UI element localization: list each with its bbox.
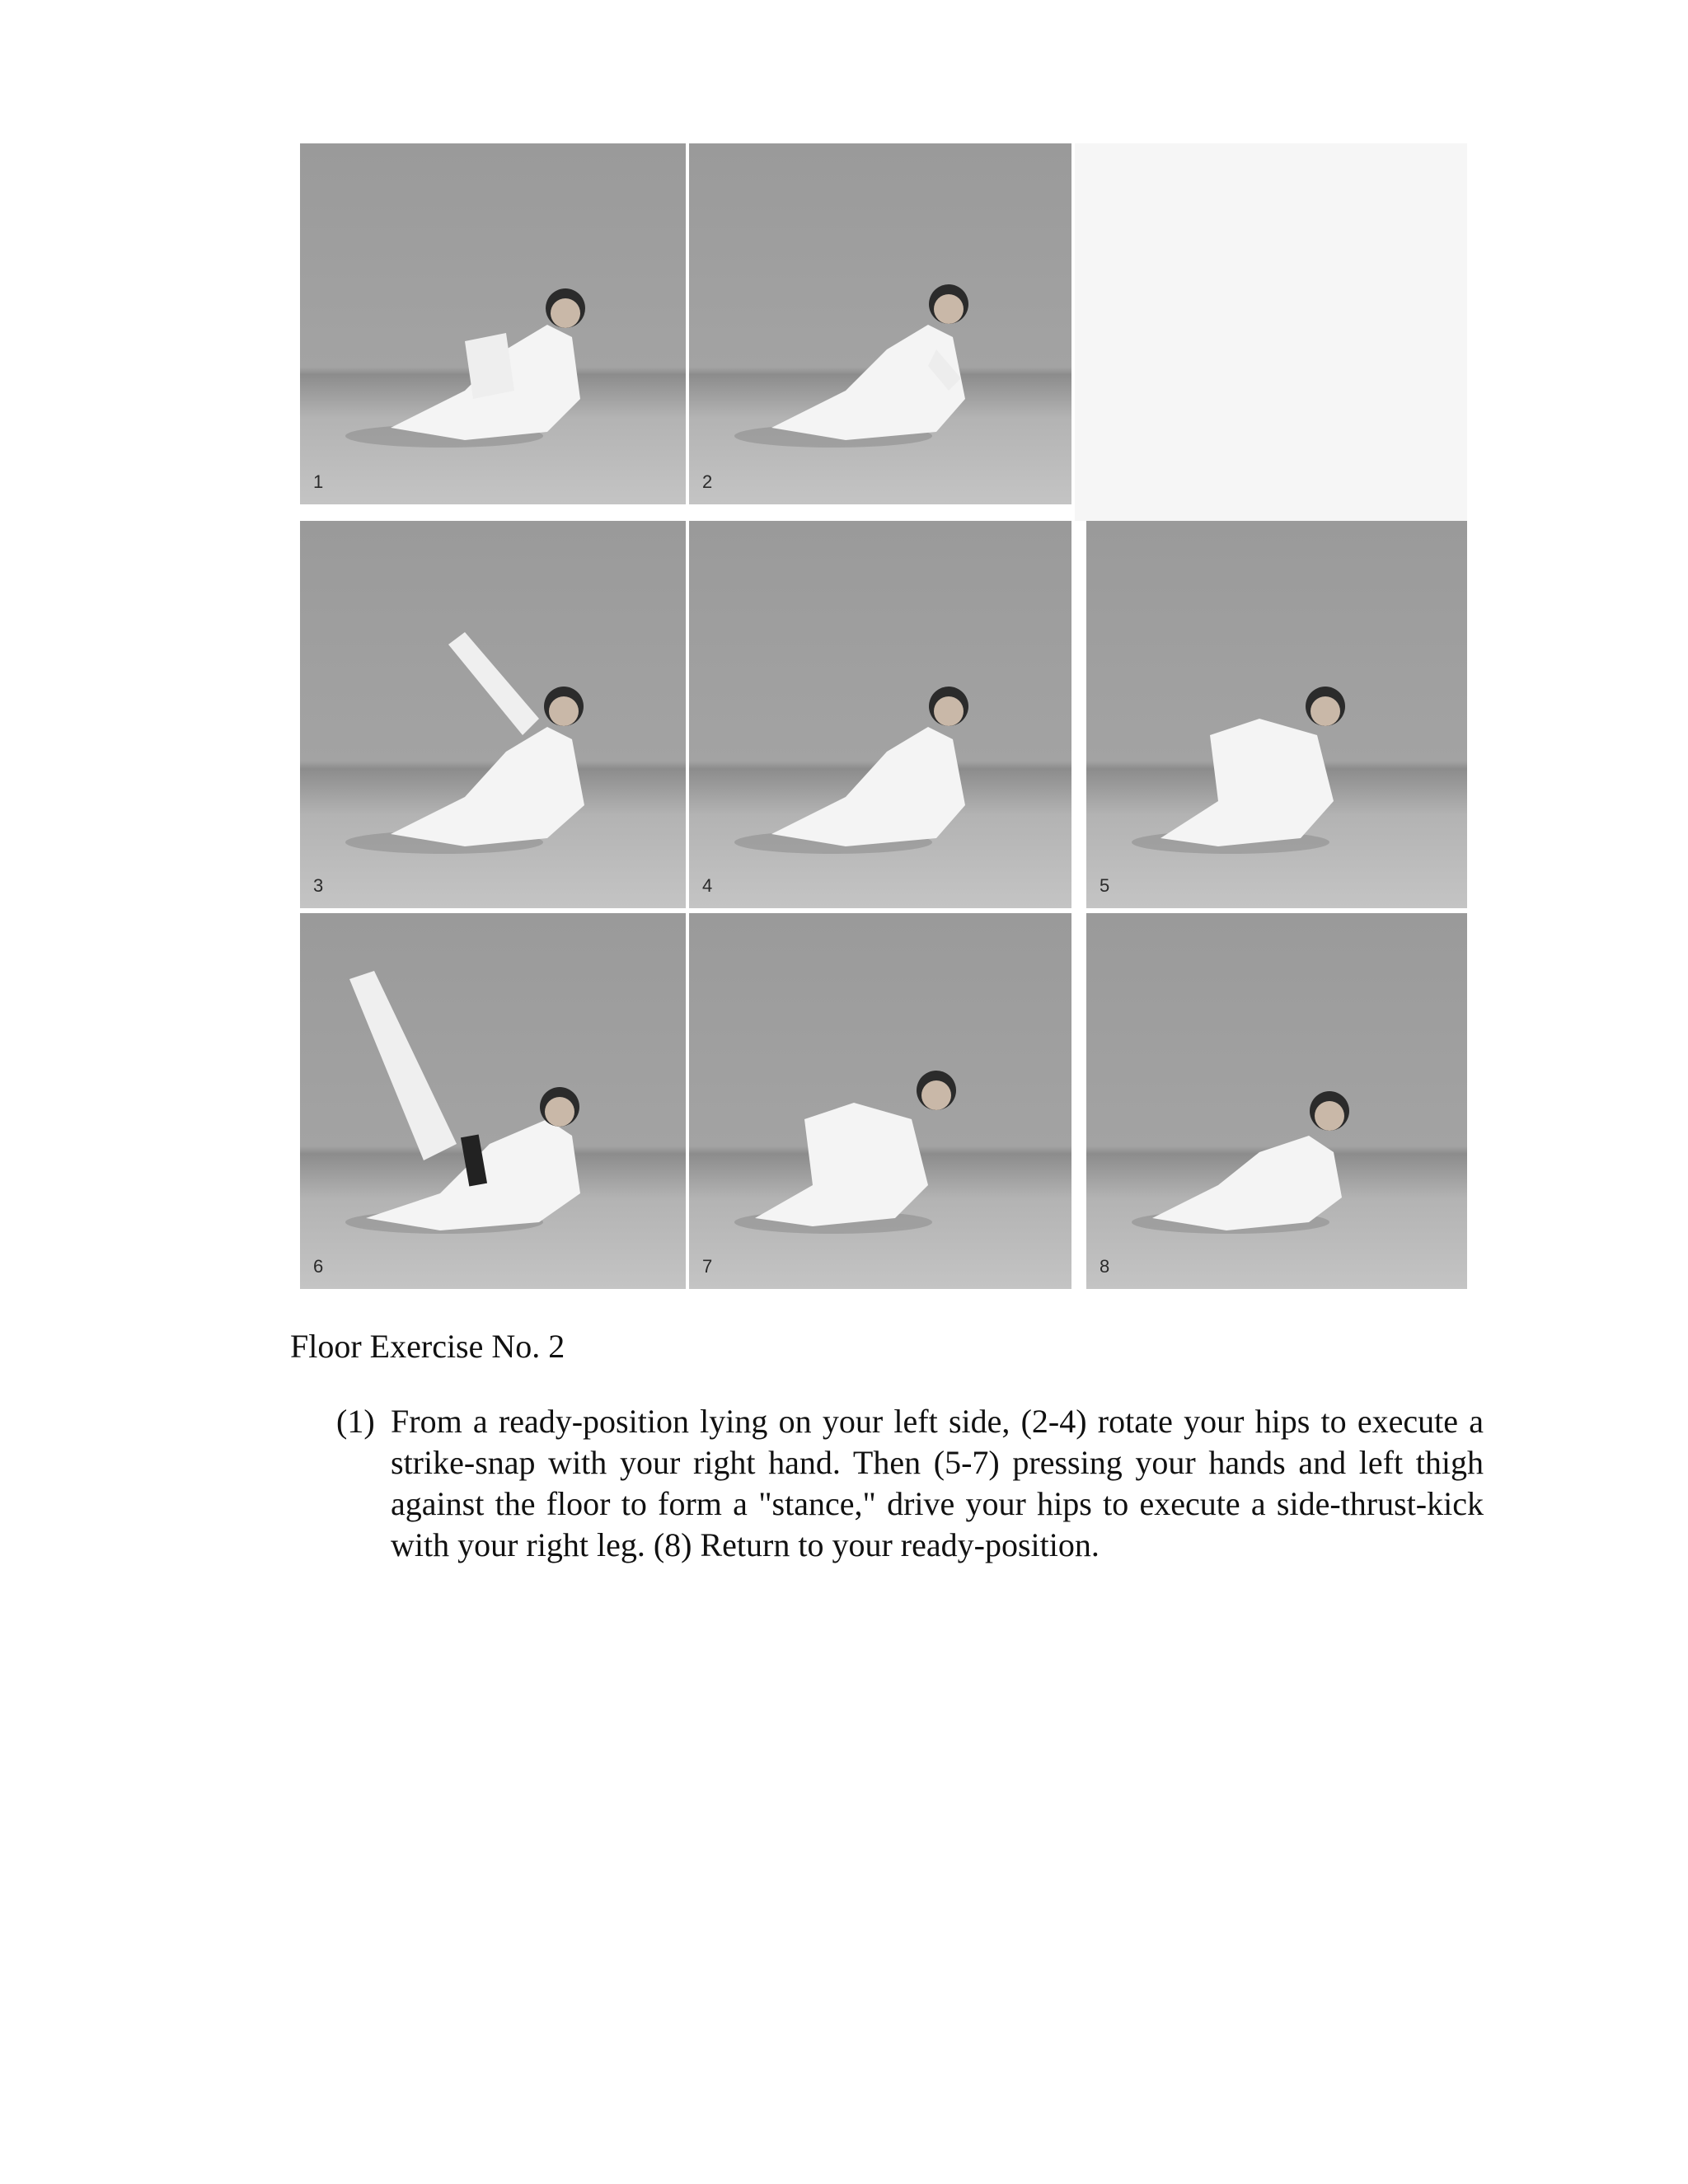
frame-number: 5 [1100, 875, 1110, 896]
photo-frame-5 [1086, 521, 1467, 908]
figure-ready-return-icon [1086, 913, 1467, 1289]
frame-number: 3 [313, 875, 324, 896]
frame-number: 1 [313, 471, 324, 492]
photo-frame-7 [689, 913, 1071, 1289]
figure-strike-return-icon [689, 521, 1071, 908]
figure-strike-icon [689, 143, 1071, 504]
frame-number: 8 [1100, 1256, 1110, 1277]
photo-frame-6 [300, 913, 686, 1289]
figure-knee-retract-icon [689, 913, 1071, 1289]
photo-frame-1 [300, 143, 686, 504]
photo-sequence [293, 143, 1467, 1291]
frame-number: 6 [313, 1256, 324, 1277]
frame-number: 2 [702, 471, 713, 492]
photo-frame-8 [1086, 913, 1467, 1289]
figure-knee-drawn-icon [1086, 521, 1467, 908]
frame-number: 4 [702, 875, 713, 896]
frame-number: 7 [702, 1256, 713, 1277]
figure-ready-icon [300, 143, 686, 504]
figure-caption-title: Floor Exercise No. 2 [290, 1328, 565, 1365]
blank-area [1075, 143, 1467, 521]
photo-frame-2 [689, 143, 1071, 504]
figure-strike-raised-icon [300, 521, 686, 908]
figure-side-kick-icon [300, 913, 686, 1289]
step-marker: (1) [336, 1403, 375, 1440]
photo-frame-4 [689, 521, 1071, 908]
step-text: From a ready-position lying on your left side, (2-4) rotate your hips to execute a strike-snap with your right hand. Then (5-7) pressing your hands and left thigh against the floor to form a "stance," drive your hips to execute a side-thrust-kick with your right leg. (8) Return to your ready-position. [391, 1403, 1484, 1563]
photo-frame-3 [300, 521, 686, 908]
